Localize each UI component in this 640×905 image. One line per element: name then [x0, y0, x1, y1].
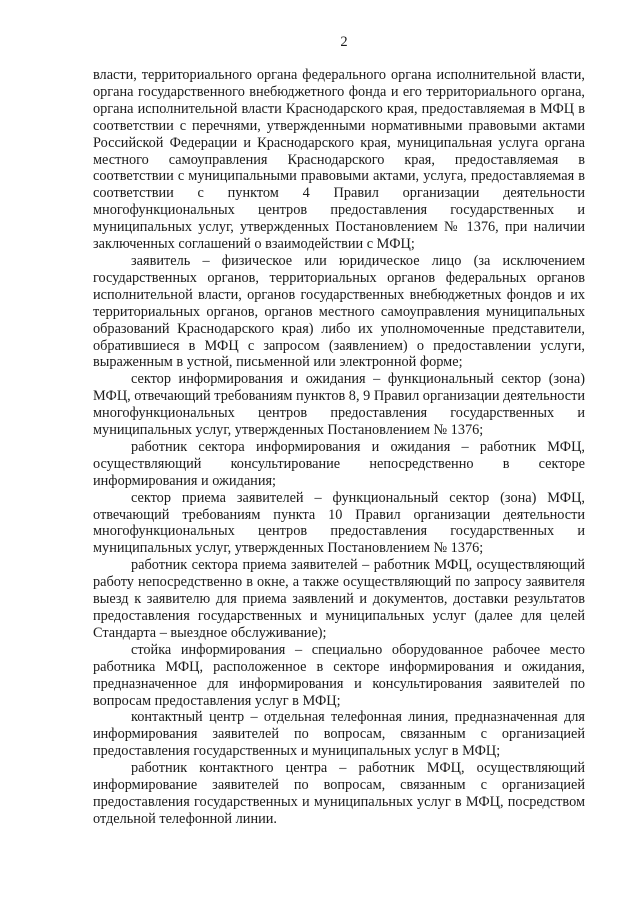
- paragraph-reception-sector-definition: сектор приема заявителей – функциональный сектор (зона) МФЦ, отвечающий требованиям пункта 10 Правил организации деятельности многофункциональных центров предоставления государственных и муниципальных услуг, утвержденных Постановлением № 1376;: [93, 489, 585, 557]
- paragraph-applicant-definition: заявитель – физическое или юридическое лицо (за исключением государственных органов, территориальных органов федеральных органов исполнительной власти, органов государственных внебюджетных фондов и их территориальных органов, органов местного самоуправления муниципальных образований Краснодарского края) либо их уполномоченные представители, обратившиеся в МФЦ с запросом (заявлением) о предоставлении услуги, выраженным в устной, письменной или электронной форме;: [93, 252, 585, 371]
- paragraph-continuation: власти, территориального органа федерального органа исполнительной власти, органа государственного внебюджетного фонда и его территориального органа, органа исполнительной власти Краснодарского края, предоставляемая в МФЦ в соответствии с перечнями, утвержденными нормативными правовыми актами Российской Федерации и Краснодарского края, муниципальная услуга органа местного самоуправления Краснодарского края, предоставляемая в соответствии с муниципальными правовыми актами, услуга, предоставляемая в соответствии с пунктом 4 Правил организации деятельности многофункциональных центров предоставления государственных и муниципальных услуг, утвержденных Постановлением № 1376, при наличии заключенных соглашений о взаимодействии с МФЦ;: [93, 67, 585, 253]
- paragraph-contact-center-worker-definition: работник контактного центра – работник МФЦ, осуществляющий информирование заявителей по вопросам, связанным с организацией предоставления государственных и муниципальных услуг в МФЦ, посредством отдельной телефонной линии.: [93, 760, 585, 827]
- paragraph-info-sector-worker-definition: работник сектора информирования и ожидания – работник МФЦ, осуществляющий консультирование непосредственно в секторе информирования и ожидания;: [93, 438, 585, 489]
- paragraph-info-stand-definition: стойка информирования – специально оборудованное рабочее место работника МФЦ, расположенное в секторе информирования и ожидания, предназначенное для информирования и консультирования заявителей по вопросам предоставления услуг в МФЦ;: [93, 641, 585, 709]
- page-number: 2: [340, 34, 348, 50]
- paragraph-reception-worker-definition: работник сектора приема заявителей – работник МФЦ, осуществляющий работу непосредственно в окне, а также осуществляющий по запросу заявителя выезд к заявителю для приема заявлений и документов, доставки результатов предоставления государственных и муниципальных услуг (далее для целей Стандарта – выездное обслуживание);: [93, 557, 585, 641]
- paragraph-info-sector-definition: сектор информирования и ожидания – функциональный сектор (зона) МФЦ, отвечающий требованиям пунктов 8, 9 Правил организации деятельности многофункциональных центров предоставления государственных и муниципальных услуг, утвержденных Постановлением № 1376;: [93, 371, 585, 439]
- paragraph-contact-center-definition: контактный центр – отдельная телефонная линия, предназначенная для информирования заявителей по вопросам, связанным с организацией предоставления государственных и муниципальных услуг в МФЦ;: [93, 709, 585, 760]
